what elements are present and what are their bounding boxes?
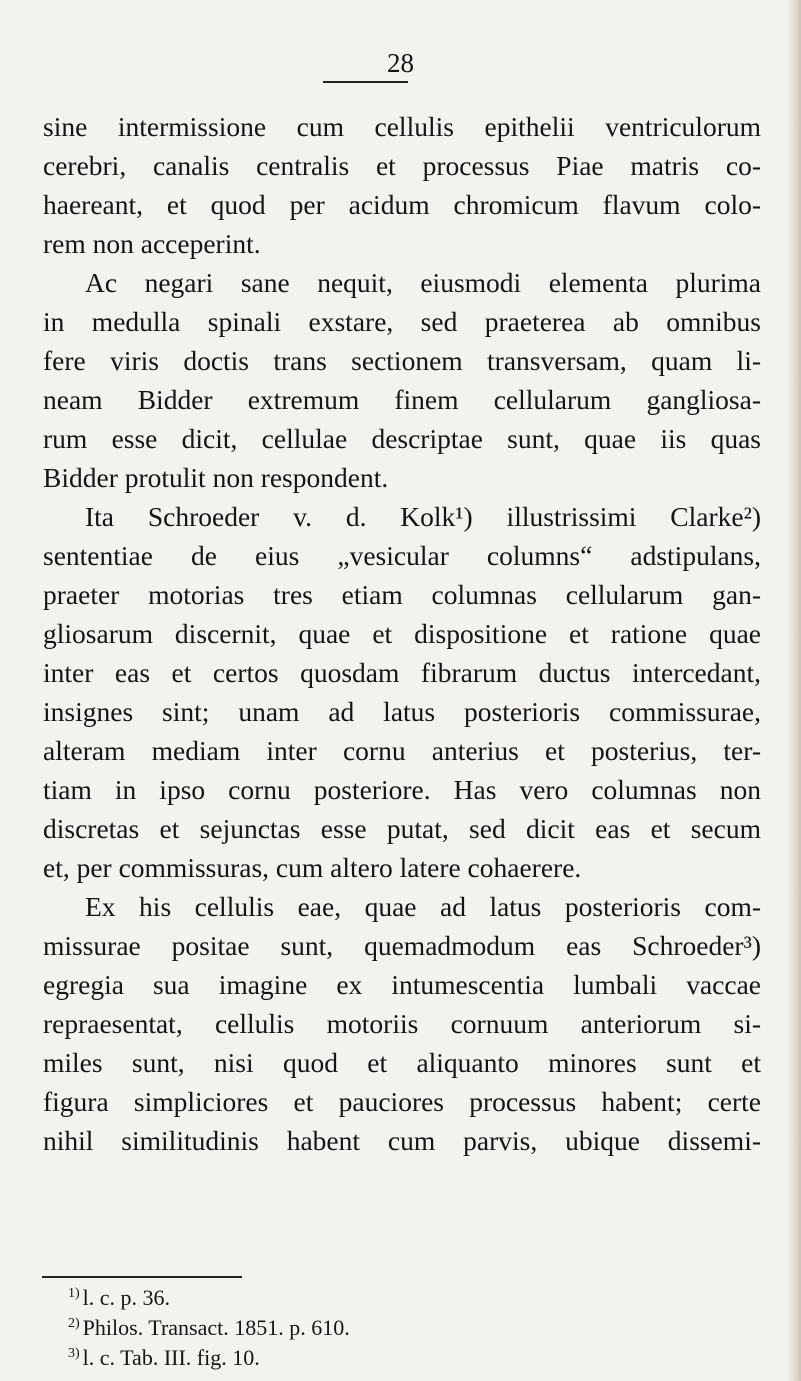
- footnote-text: l. c. p. 36.: [82, 1285, 171, 1310]
- text-line: nihil similitudinis habent cum parvis, ubique dissemi-: [43, 1125, 761, 1156]
- page-number: 28: [387, 48, 414, 78]
- page-edge-shadow: [787, 0, 801, 1381]
- text-line: Bidder protulit non respondent.: [43, 462, 389, 493]
- text-line: cerebri, canalis centralis et processus Piae matris co-: [43, 150, 761, 181]
- footnotes: [68, 1283, 668, 1373]
- text-line: in medulla spinali exstare, sed praeterea ab omnibus: [43, 306, 761, 337]
- text-line: insignes sint; unam ad latus posterioris commissurae,: [43, 696, 761, 727]
- header-rule: [323, 81, 408, 83]
- text-line: Ac negari sane nequit, eiusmodi elementa plurima: [85, 267, 761, 298]
- text-line: tiam in ipso cornu posteriore. Has vero columnas non: [43, 774, 761, 805]
- footnote: [68, 1283, 668, 1313]
- text-line: haereant, et quod per acidum chromicum flavum colo-: [43, 189, 761, 220]
- text-line: rem non acceperint.: [43, 228, 261, 259]
- footnote-rule: [42, 1276, 242, 1278]
- text-line: egregia sua imagine ex intumescentia lumbali vaccae: [43, 969, 761, 1000]
- text-line: fere viris doctis trans sectionem transversam, quam li-: [43, 345, 761, 376]
- text-line: sententiae de eius „vesicular columns“ adstipulans,: [43, 540, 761, 571]
- text-line: Ita Schroeder v. d. Kolk¹) illustrissimi Clarke²): [85, 501, 761, 532]
- footnote-mark: 2): [68, 1316, 80, 1331]
- body-text: [43, 107, 761, 1160]
- footnote-text: l. c. Tab. III. fig. 10.: [82, 1345, 260, 1370]
- text-line: missurae positae sunt, quemadmodum eas Schroeder³): [43, 930, 761, 961]
- text-line: et, per commissuras, cum altero latere cohaerere.: [43, 852, 582, 883]
- text-line: discretas et sejunctas esse putat, sed dicit eas et secum: [43, 813, 761, 844]
- text-line: gliosarum discernit, quae et dispositione et ratione quae: [43, 618, 761, 649]
- text-line: rum esse dicit, cellulae descriptae sunt, quae iis quas: [43, 423, 761, 454]
- text-line: neam Bidder extremum finem cellularum gangliosa-: [43, 384, 761, 415]
- text-line: figura simpliciores et pauciores processus habent; certe: [43, 1086, 761, 1117]
- text-line: Ex his cellulis eae, quae ad latus posterioris com-: [85, 891, 761, 922]
- text-line: sine intermissione cum cellulis epithelii ventriculorum: [43, 111, 761, 142]
- footnote-mark: 3): [68, 1346, 80, 1361]
- text-line: repraesentat, cellulis motoriis cornuum anteriorum si-: [43, 1008, 761, 1039]
- footnote: [68, 1343, 668, 1373]
- footnote-text: Philos. Transact. 1851. p. 610.: [82, 1315, 350, 1340]
- page-header: [0, 48, 801, 80]
- footnote-mark: 1): [68, 1286, 80, 1301]
- footnote: [68, 1313, 668, 1343]
- text-line: alteram mediam inter cornu anterius et posterius, ter-: [43, 735, 761, 766]
- text-line: praeter motorias tres etiam columnas cellularum gan-: [43, 579, 761, 610]
- text-line: inter eas et certos quosdam fibrarum ductus intercedant,: [43, 657, 761, 688]
- text-line: miles sunt, nisi quod et aliquanto minores sunt et: [43, 1047, 761, 1078]
